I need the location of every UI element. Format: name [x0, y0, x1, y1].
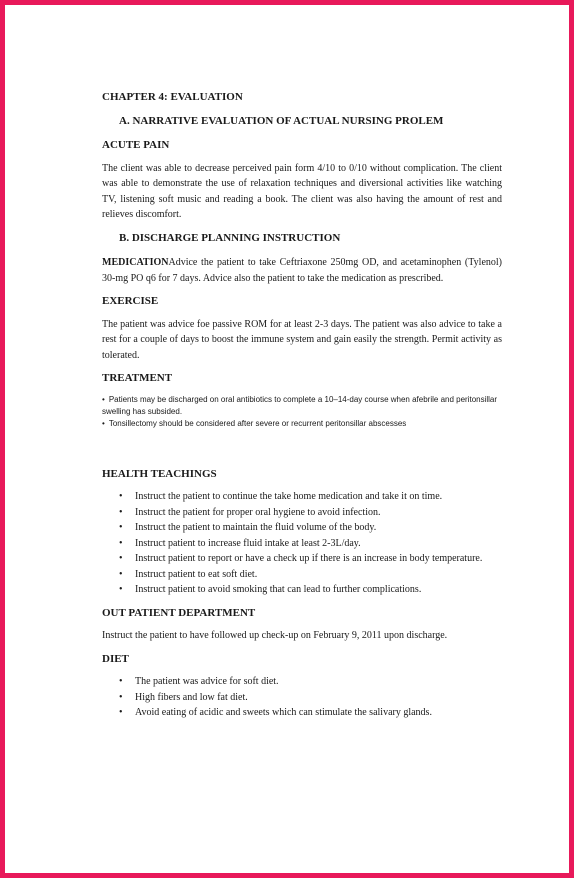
health-teachings-heading: HEALTH TEACHINGS — [102, 467, 217, 480]
opd-paragraph: Instruct the patient to have followed up check-up on February 9, 2011 upon discharge. — [102, 630, 448, 641]
diet-list — [102, 674, 502, 721]
acute-pain-paragraph: The client was able to decrease perceived pain form 4/10 to 0/10 without complication. The client was able to demonstrate the use of relaxation techniques and diversional activities like watching TV, listening soft music and reading a book. The client was also having the amount of rest and relieves discomfort. — [102, 162, 502, 220]
bullet-icon: • — [119, 537, 123, 549]
list-item: • High fibers and low fat diet. — [102, 690, 502, 706]
chapter-heading: CHAPTER 4: EVALUATION — [102, 91, 243, 103]
document-page — [5, 5, 569, 873]
section-a-heading: A. NARRATIVE EVALUATION OF ACTUAL NURSING PROLEM — [119, 114, 444, 127]
list-item: • Instruct patient to avoid smoking that can lead to further complications. — [102, 582, 502, 598]
bullet-icon: • — [102, 394, 105, 404]
bullet-icon: • — [119, 522, 123, 533]
treatment-list — [102, 394, 502, 430]
list-item: • Instruct patient to eat soft diet. — [102, 567, 502, 583]
medication-text: Advice the patient to take Ceftriaxone 250mg OD, and acetaminophen (Tylenol) 30-mg PO q6 for 7 days. Advice also the patient to take the medication as prescribed. — [102, 257, 502, 284]
list-item: • Instruct patient to report or have a check up if there is an increase in body temperature. — [102, 551, 502, 567]
medication-label: MEDICATION — [102, 257, 169, 268]
bullet-icon: • — [119, 707, 123, 718]
medication-paragraph — [102, 255, 502, 286]
section-b-heading: B. DISCHARGE PLANNING INSTRUCTION — [119, 231, 341, 244]
list-item: • Instruct the patient to maintain the fluid volume of the body. — [102, 520, 502, 536]
bullet-icon: • — [119, 506, 123, 518]
list-item: • Avoid eating of acidic and sweets which can stimulate the salivary glands. — [102, 705, 502, 721]
bullet-icon: • — [119, 491, 123, 502]
spacer — [102, 430, 502, 467]
list-item: • Instruct the patient to continue the take home medication and take it on time. — [102, 489, 502, 505]
list-item: • Tonsillectomy should be considered after severe or recurrent peritonsillar abscesses — [102, 418, 407, 428]
acute-pain-heading: ACUTE PAIN — [102, 139, 170, 151]
health-teachings-list — [102, 489, 502, 598]
exercise-paragraph: The patient was advice foe passive ROM for at least 2-3 days. The patient was also advice to take a rest for a couple of days to boost the immune system and gain easily the strength. Permit activity as tolerated. — [102, 318, 502, 361]
bullet-icon: • — [119, 553, 123, 564]
exercise-heading: EXERCISE — [102, 295, 159, 307]
opd-heading: OUT PATIENT DEPARTMENT — [102, 606, 256, 619]
list-item: • Patients may be discharged on oral antibiotics to complete a 10–14-day course when afebrile and peritonsillar swelling has subsided. — [102, 394, 498, 416]
list-item: • Instruct patient to increase fluid intake at least 2-3L/day. — [102, 536, 502, 552]
bullet-icon: • — [119, 568, 123, 580]
list-item: • Instruct the patient for proper oral hygiene to avoid infection. — [102, 505, 502, 521]
bullet-icon: • — [119, 584, 123, 595]
bullet-icon: • — [102, 418, 105, 428]
treatment-heading: TREATMENT — [102, 372, 173, 384]
bullet-icon: • — [119, 691, 123, 703]
bullet-icon: • — [119, 676, 123, 687]
document-content — [102, 90, 502, 729]
list-item: • The patient was advice for soft diet. — [102, 674, 502, 690]
diet-heading: DIET — [102, 652, 129, 665]
